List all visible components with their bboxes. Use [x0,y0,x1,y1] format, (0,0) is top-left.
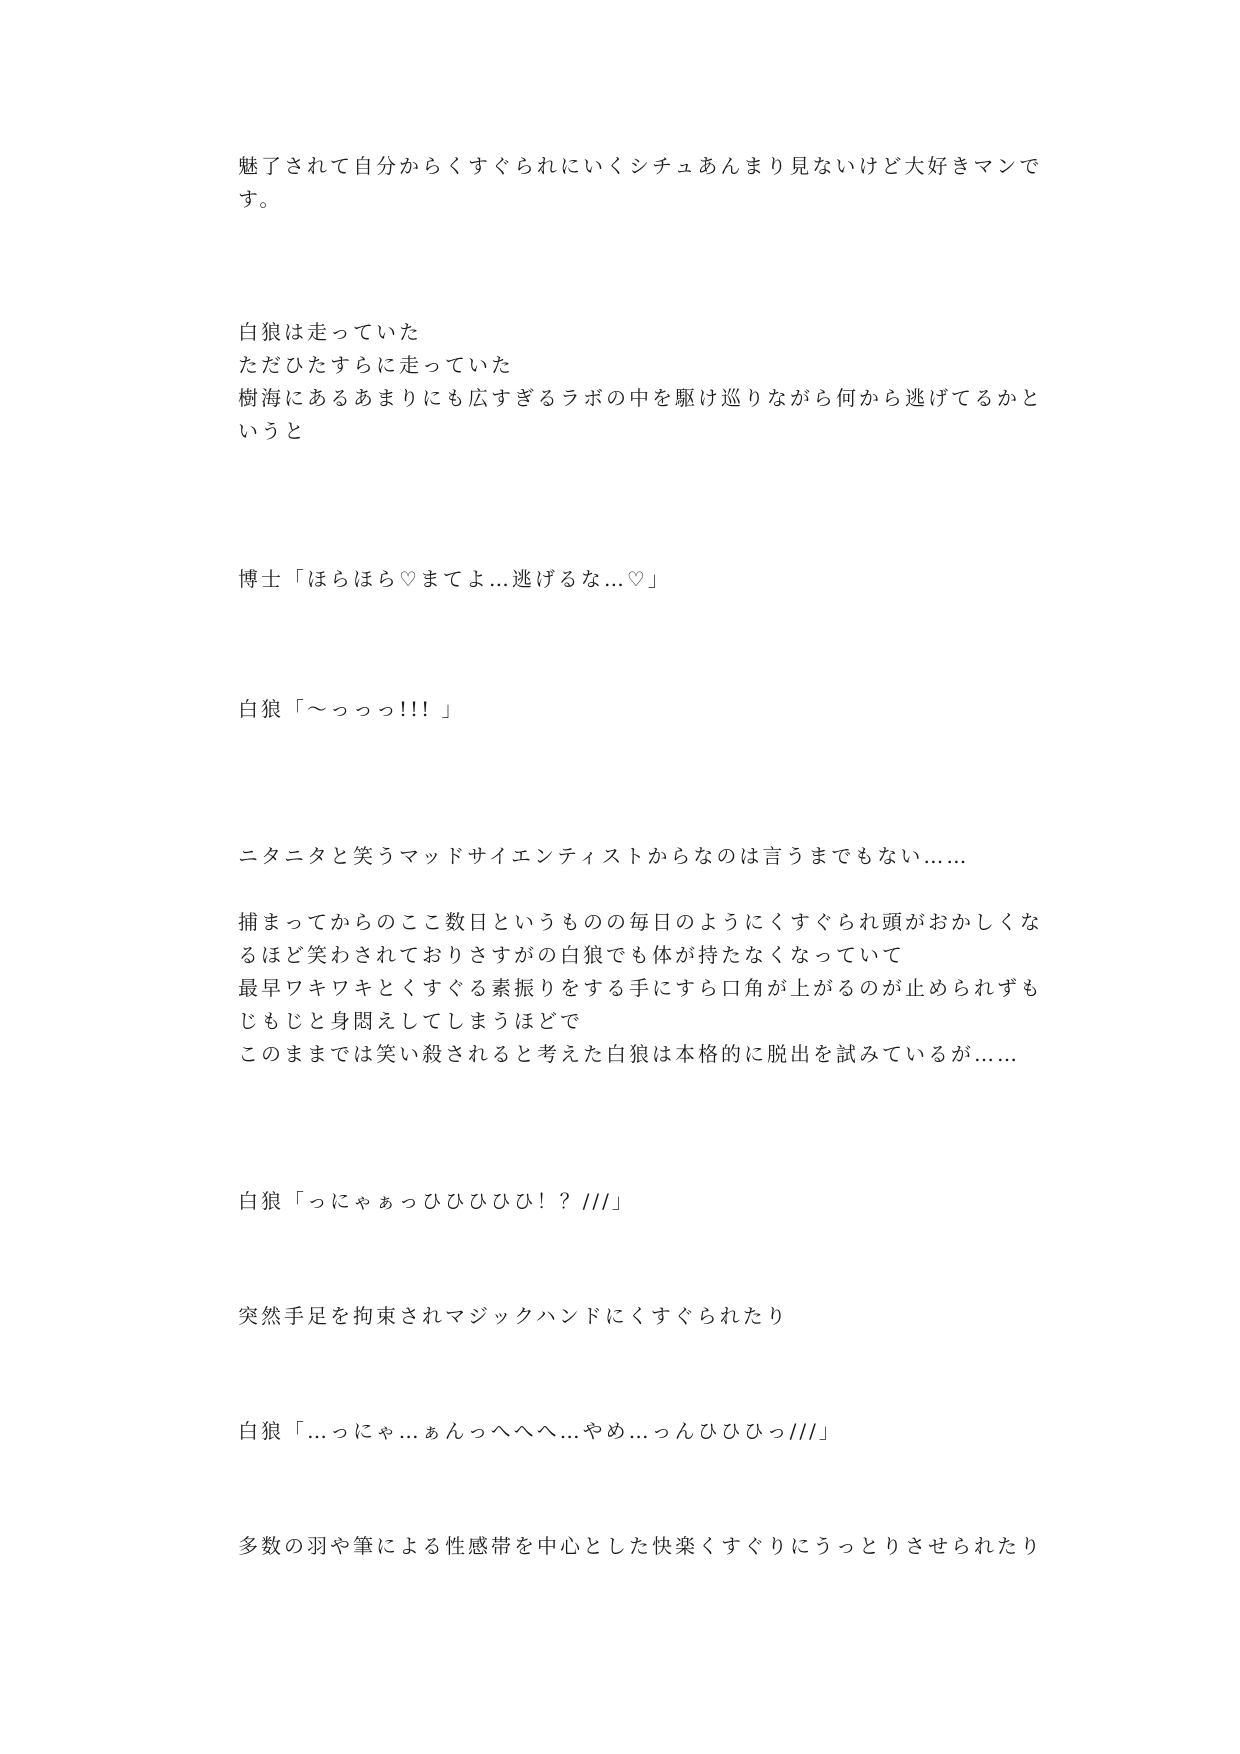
text-line: 突然手足を拘束されマジックハンドにくすぐられたり [238,1304,789,1328]
text-line: じもじと身悶えしてしまうほどで [238,1009,583,1033]
text-line: このままでは笑い殺されると考えた白狼は本格的に脱出を試みているが…… [238,1042,1020,1066]
text-line: ただひたすらに走っていた [238,353,514,377]
text-line: ニタニタと笑うマッドサイエンティストからなのは言うまでもない…… [238,844,970,868]
text-line: 樹海にあるあまりにも広すぎるラボの中を駆け巡りながら何から逃げてるかと [238,386,1043,410]
dialogue-line: 博士「ほらほら♡まてよ…逃げるな…♡」 [238,567,671,591]
text-line: 白狼は走っていた [238,320,422,344]
text-line: 捕まってからのここ数日というものの毎日のようにくすぐられ頭がおかしくな [238,910,1043,934]
text-line: るほど笑わされておりさすがの白狼でも体が持たなくなっていて [238,943,905,967]
dialogue-line: 白狼「〜っっっ!!! 」 [238,697,465,721]
text-line: 魅了されて自分からくすぐられにいくシチュあんまり見ないけど大好きマンで [238,154,1043,178]
text-line: いうと [238,419,307,443]
text-line: す。 [238,187,283,211]
dialogue-line: 白狼「…っにゃ…ぁんっへへへ…やめ…っんひひひっ///」 [238,1419,842,1443]
text-line: 最早ワキワキとくすぐる素振りをする手にすら口角が上がるのが止められずも [238,976,1043,1000]
text-line: 多数の羽や筆による性感帯を中心とした快楽くすぐりにうっとりさせられたり [238,1534,1043,1558]
dialogue-line: 白狼「っにゃぁっひひひひひ！？///」 [238,1189,635,1213]
